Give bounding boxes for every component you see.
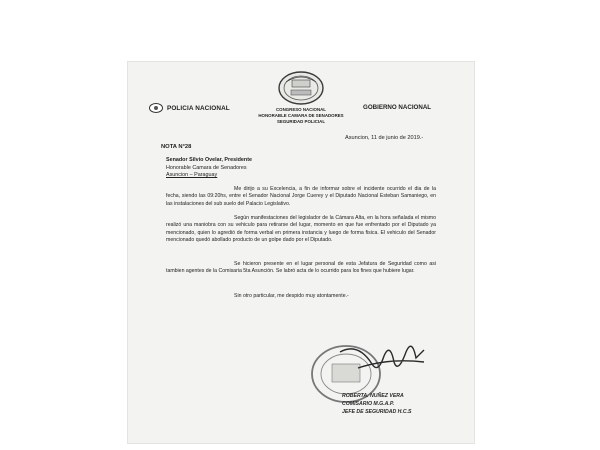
recipient-name: Senador Silvio Ovelar, Presidente: [166, 157, 252, 163]
center-heading-line: SEGURIDAD POLICIAL: [276, 119, 326, 124]
signature-area: [298, 312, 468, 432]
center-heading-line: HONORABLE CAMARA DE SENADORES: [258, 113, 344, 118]
body-paragraph: Sin otro particular, me despido muy atontamente.-: [234, 293, 349, 299]
body-paragraph: Se hicieron presente en el lugar personal de esta Jefatura de Seguridad como asi tambien agentes de la Comisaria 5ta Asunción. Se labró acta de lo ocurrido para los fines que hubiere lugar.: [166, 261, 436, 275]
body-paragraph: Me dirijo a su Excelencia, a fin de informar sobre el incidente ocurrido el dia de la fecha, siendo las 09:20hs, entre el Senador Nacional Jorge Cuerey y el Diputado Nacional Esteban Samaniego, en las instalaciones del sub suelo del Palacio Legislativo.: [166, 186, 436, 207]
signature-block: [342, 392, 411, 416]
signer-name: ROBERTA. NUÑEZ VERA: [342, 393, 404, 399]
recipient-city: Asuncion – Paraguay: [166, 172, 218, 179]
recipient-block: [166, 157, 252, 180]
police-seal-icon: [277, 70, 325, 111]
signer-rank: COMISARIO M.G.A.P.: [342, 401, 395, 407]
place-date: Asuncion, 11 de junio de 2019.-: [345, 135, 424, 141]
header-right-text: GOBIERNO NACIONAL: [363, 104, 432, 111]
letter-sheet: [128, 62, 474, 443]
body-paragraph: Según manifestaciones del legislador de la Cámara Alta, en la hora señalada el mismo realizó una maniobra con su vehiculo para retirarse del lugar, momento en que fue enfrentado por el Diputado ya mencionado, quien lo agredió de forma verbal en primera instancia y luego de forma fisica. El vehiculo del Senador mencionado quedó abollado producto de un golpe dado por el Diputado.: [166, 215, 436, 244]
center-heading-line: CONGRESO NACIONAL: [275, 107, 326, 112]
recipient-org: Honorable Camara de Senadores: [166, 164, 247, 171]
nota-number: NOTA N°28: [161, 144, 192, 150]
signer-title: JEFE DE SEGURIDAD H.C.S: [342, 409, 412, 415]
header-left-text: POLICIA NACIONAL: [167, 104, 230, 112]
header-right: [363, 104, 431, 111]
